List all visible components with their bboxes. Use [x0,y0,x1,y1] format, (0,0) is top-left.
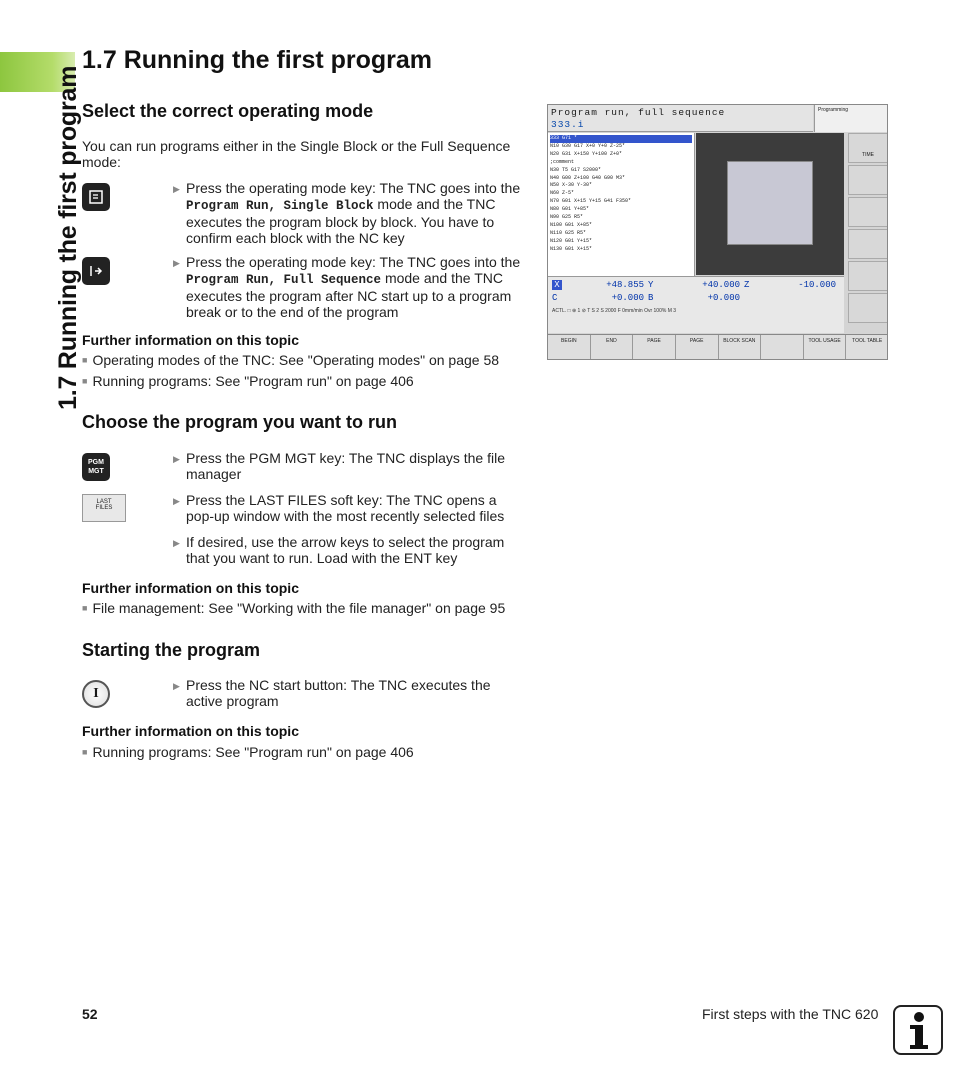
further-info-heading: Further information on this topic [82,723,299,739]
last-files-softkey: LAST FILES [82,494,126,522]
program-line[interactable]: N20 G31 X+150 Y+100 Z+0* [550,150,623,157]
step-single-block: ▶ Press the operating mode key: The TNC goes into the Program Run, Single Block mode and the TNC executes the program block by block. You have to confirm each block with the NC key [173,180,528,246]
pgm-mgt-key: PGM MGT [82,453,110,481]
vertical-softkey[interactable] [848,197,888,227]
softkey[interactable]: BEGIN [548,335,591,360]
softkey[interactable]: TOOL TABLE [846,335,888,360]
step-full-sequence: ▶ Press the operating mode key: The TNC goes into the Program Run, Full Sequence mode and the TNC executes the program after NC start up to a program break or to the end of the program [173,254,528,320]
program-line[interactable]: N50 X-30 Y-30* [550,182,593,189]
screen-mode-label: Programming [814,105,888,132]
step-pgm-mgt: ▶ Press the PGM MGT key: The TNC displays the file manager [173,450,528,482]
program-line[interactable]: N30 T5 G17 S2000* [550,166,602,173]
reference-item: ■ Running programs: See "Program run" on page 406 [82,373,414,389]
program-line[interactable]: N130 G01 X+15* [550,245,593,252]
axis-label: Z [744,280,750,290]
workpiece-block [727,161,813,245]
axis-label: Y [648,280,654,290]
vertical-softkeys [848,133,888,333]
softkey[interactable]: PAGE [676,335,719,360]
axis-value: +40.000 [702,280,740,290]
step-select-program: ▶ If desired, use the arrow keys to select the program that you want to run. Load with the ENT key [173,534,528,566]
status-line: ACTL. □ ⊕ 1 ⊘ T S 2 S 2000 F 0mm/min Ovr 100% M 3 [552,308,677,314]
full-sequence-key [82,257,110,285]
vertical-softkey[interactable]: TIME [848,133,888,163]
section-heading-choose: Choose the program you want to run [82,412,398,432]
axis-value: +48.855 [606,280,644,290]
softkey[interactable]: BLOCK SCAN [719,335,762,360]
footer-text: First steps with the TNC 620 [702,1006,879,1022]
program-line[interactable]: ;comment [550,158,575,165]
position-display [548,276,844,333]
program-listing [548,133,695,276]
program-line[interactable]: N110 G25 R5* [550,229,587,236]
nc-start-button-icon: I [82,680,110,708]
softkey-row [548,334,888,360]
program-line[interactable]: N70 G01 X+15 Y+15 G41 F350* [550,198,632,205]
axis-value: +0.000 [611,293,644,303]
full-sequence-icon [87,262,105,280]
program-line[interactable]: N40 G00 Z+100 G40 G90 M3* [550,174,626,181]
single-block-icon [87,188,105,206]
vertical-softkey[interactable] [848,229,888,259]
axis-label: B [648,293,654,303]
program-line[interactable]: 333 G71 * [550,135,692,143]
axis-label: X [552,280,562,290]
program-line[interactable]: N90 G25 R5* [550,214,584,221]
page-title: 1.7 Running the first program [82,46,433,74]
vertical-softkey[interactable] [848,261,888,291]
vertical-softkey[interactable] [848,293,888,323]
softkey[interactable]: PAGE [633,335,676,360]
axis-label: C [552,293,558,303]
page-number: 52 [82,1006,98,1022]
reference-item: ■ Running programs: See "Program run" on page 406 [82,744,414,760]
further-info-heading: Further information on this topic [82,332,299,348]
program-line[interactable]: N10 G30 G17 X+0 Y+0 Z-25* [550,142,626,149]
program-line[interactable]: N80 G01 Y+85* [550,206,590,213]
program-line[interactable]: N120 G01 Y+15* [550,237,593,244]
graphics-window [696,133,844,275]
single-block-key [82,183,110,211]
softkey[interactable]: END [591,335,634,360]
program-line[interactable]: N60 Z-5* [550,190,575,197]
vertical-softkey[interactable] [848,165,888,195]
axis-value: +0.000 [707,293,740,303]
softkey[interactable]: TOOL USAGE [804,335,847,360]
side-chapter-title: 1.7 Running the first program [54,65,82,410]
mode-intro: You can run programs either in the Single Block or the Full Sequence mode: [82,138,511,170]
tnc-screenshot [547,104,888,360]
section-heading-start: Starting the program [82,640,261,660]
further-info-heading: Further information on this topic [82,580,299,596]
softkey[interactable] [761,335,804,360]
screen-header: Program run, full sequence 333.i [548,105,813,132]
section-heading-mode: Select the correct operating mode [82,101,374,121]
axis-value: -10.000 [798,280,836,290]
step-nc-start: ▶ Press the NC start button: The TNC executes the active program [173,677,528,709]
program-line[interactable]: N100 G01 X+85* [550,221,593,228]
info-icon [893,1005,943,1055]
step-last-files: ▶ Press the LAST FILES soft key: The TNC opens a pop-up window with the most recently selected files [173,492,528,524]
reference-item: ■ File management: See "Working with the file manager" on page 95 [82,600,505,616]
reference-item: ■ Operating modes of the TNC: See "Operating modes" on page 58 [82,352,499,368]
